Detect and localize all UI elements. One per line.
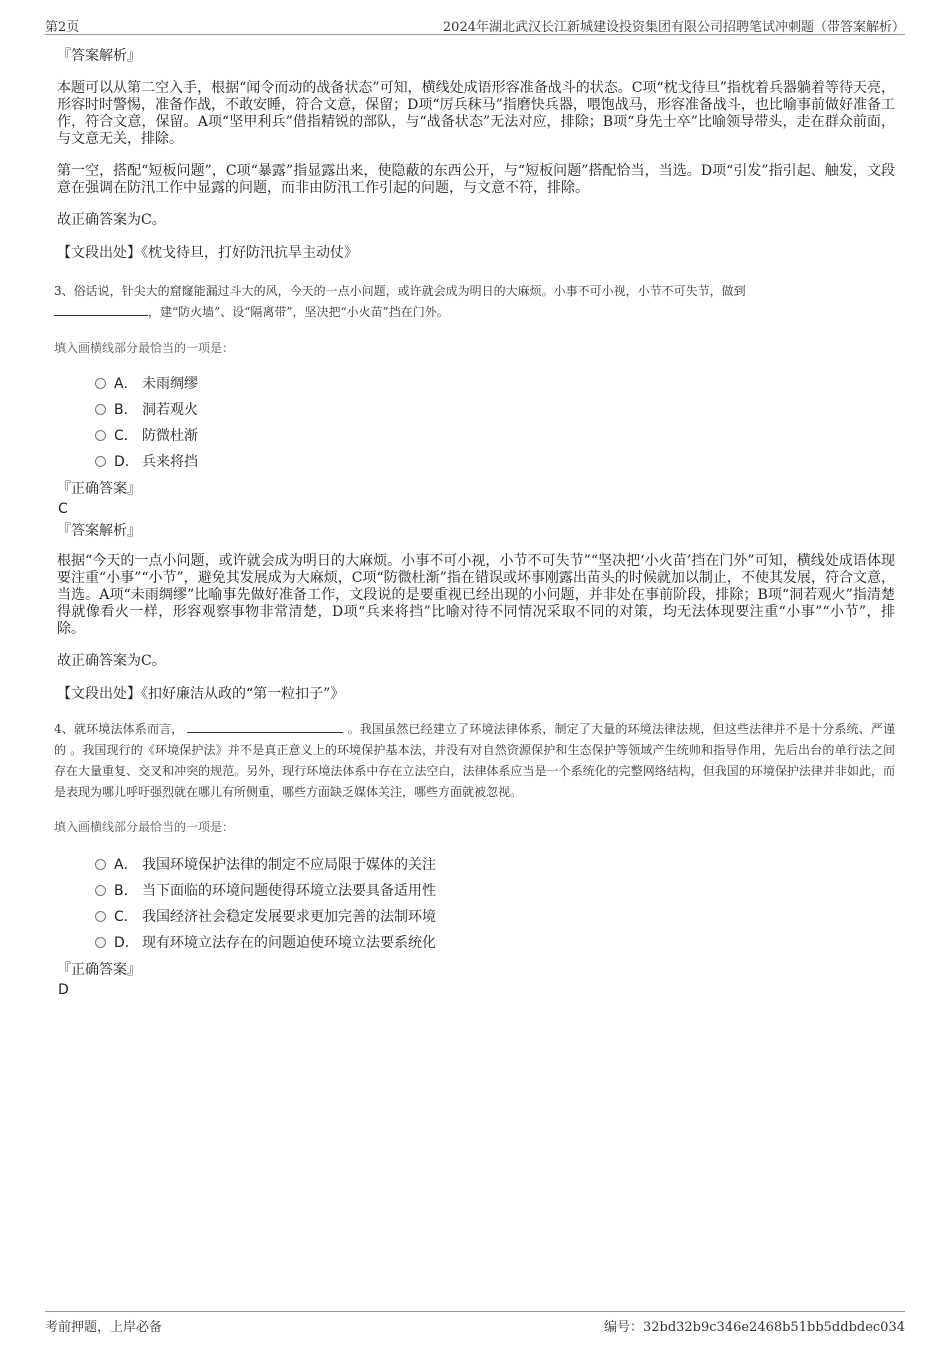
option-letter: B． — [114, 883, 138, 899]
option-text: 防微杜渐 — [142, 428, 198, 444]
analysis-paragraph: 根据“今天的一点小问题，或许就会成为明日的大麻烦。小事不可小视，小节不可失节”“坚决把‘小火苗’挡在门外”可知，横线处成语体现要注重“小事”“小节”，避免其发展成为大麻烦，C项“防微杜渐”指在错误或坏事刚露出苗头的时候就加以制止，不使其发展，符合文意，当选。A项“未雨绸缪”比喻事先做好准备工作，文段说的是要重视已经出现的小问题，并非处在事前阶段，排除；B项“洞若观火”指清楚得就像看火一样，形容观察事物非常清楚，D项“兵来将挡”比喻对待不同情况采取不同的对策，均无法体现要注重“小事”“小节”，排除。 — [57, 553, 895, 637]
question-4-options — [95, 852, 895, 956]
page-header — [45, 14, 905, 35]
radio-icon[interactable] — [95, 430, 106, 441]
question-4-text-part: 。我国虽然已经建立了环境法律体系，制定了大量的环境法律法规，但这些法律并不是十分系统、严谨 的 。我国现行的《环境保护法》并不是真正意义上的环境保护基本法，并没有对自然资源保护和生态保护等领域产生统帅和指导作用，先后出台的单行法之间存在大量重复、交叉和冲突的规范。另外，现行环境法体系中存在立法空白，法律体系应当是一个系统化的完整网络结构，但我国的环境保护法律并非如此，而是表现为哪儿呼吁强烈就在哪儿有所侧重，哪些方面缺乏媒体关注，哪些方面就被忽视。 — [54, 722, 895, 799]
question-4-text — [54, 719, 895, 803]
source-citation: 【文段出处】《枕戈待旦，打好防汛抗旱主动仗》 — [57, 245, 358, 261]
page-footer — [45, 1311, 905, 1334]
option-text: 现有环境立法存在的问题迫使环境立法要系统化 — [142, 935, 436, 951]
analysis-label: 『答案解析』 — [57, 523, 141, 539]
option-text: 洞若观火 — [142, 402, 198, 418]
option-text: 未雨绸缪 — [142, 376, 198, 392]
main-content — [54, 46, 895, 1002]
radio-icon[interactable] — [95, 859, 106, 870]
option-letter: C． — [114, 428, 138, 444]
radio-icon[interactable] — [95, 378, 106, 389]
radio-icon[interactable] — [95, 911, 106, 922]
option-b[interactable] — [95, 878, 895, 904]
question-3-text-part: ，建“防火墙”、设“隔离带”，坚决把“小火苗”挡在门外。 — [148, 305, 449, 319]
radio-icon[interactable] — [95, 404, 106, 415]
option-letter: D． — [114, 454, 139, 470]
option-c[interactable] — [95, 423, 895, 449]
source-citation: 【文段出处】《扣好廉洁从政的“第一粒扣子”》 — [57, 686, 345, 702]
document-serial: 编号：32bd32b9c346e2468b51bb5ddbdec034 — [603, 1320, 905, 1335]
radio-icon[interactable] — [95, 885, 106, 896]
option-letter: A． — [114, 857, 138, 873]
option-letter: A． — [114, 376, 138, 392]
option-letter: D． — [114, 935, 139, 951]
option-a[interactable] — [95, 371, 895, 397]
option-text: 我国环境保护法律的制定不应局限于媒体的关注 — [142, 857, 436, 873]
correct-answer: D — [58, 982, 69, 998]
option-b[interactable] — [95, 397, 895, 423]
radio-icon[interactable] — [95, 937, 106, 948]
correct-answer: C — [58, 501, 68, 517]
question-4-blank — [187, 720, 343, 733]
page-number: 第2页 — [45, 20, 80, 35]
option-text: 当下面临的环境问题使得环境立法要具备适用性 — [142, 883, 436, 899]
option-text: 我国经济社会稳定发展要求更加完善的法制环境 — [142, 909, 436, 925]
analysis-paragraph: 本题可以从第二空入手，根据“闻令而动的战备状态”可知，横线处成语形容准备战斗的状态。C项“枕戈待旦”指枕着兵器躺着等待天亮，形容时时警惕，准备作战，不敢安睡，符合文意，保留；D项“厉兵秣马”指磨快兵器，喂饱战马，形容准备战斗，也比喻事前做好准备工作，符合文意，保留。A项“坚甲利兵”借指精锐的部队，与“战备状态”无法对应，排除；B项“身先士卒”比喻领导带头，走在群众前面，与文意无关，排除。 — [57, 80, 895, 147]
option-c[interactable] — [95, 904, 895, 930]
question-4-text-part: 4、就环境法体系而言， — [54, 722, 184, 736]
question-3-prompt: 填入画横线部分最恰当的一项是： — [54, 341, 235, 355]
conclusion-text: 故正确答案为C。 — [57, 653, 166, 669]
analysis-paragraph: 第一空，搭配“短板问题”，C项“暴露”指显露出来，使隐蔽的东西公开，与“短板问题”搭配恰当，当选。D项“引发”指引起、触发，文段意在强调在防汛工作中显露的问题，而非由防汛工作引起的问题，与文意不符，排除。 — [57, 163, 895, 196]
correct-answer-label: 『正确答案』 — [57, 481, 141, 497]
question-3-options — [95, 371, 895, 475]
option-a[interactable] — [95, 852, 895, 878]
correct-answer-label: 『正确答案』 — [57, 962, 141, 978]
question-3-text-part: 3、俗话说，针尖大的窟窿能漏过斗大的风，今天的一点小问题，或许就会成为明日的大麻烦。小事不可小视，小节不可失节，做到 — [54, 284, 746, 298]
option-d[interactable] — [95, 930, 895, 956]
option-letter: C． — [114, 909, 138, 925]
analysis-label: 『答案解析』 — [57, 48, 141, 64]
footer-slogan: 考前押题，上岸必备 — [45, 1320, 163, 1335]
option-letter: B． — [114, 402, 138, 418]
question-3-text — [54, 281, 895, 323]
option-d[interactable] — [95, 449, 895, 475]
document-title: 2024年湖北武汉长江新城建设投资集团有限公司招聘笔试冲刺题（带答案解析） — [442, 20, 905, 35]
radio-icon[interactable] — [95, 456, 106, 467]
question-3-blank — [54, 303, 148, 316]
question-4-prompt: 填入画横线部分最恰当的一项是： — [54, 820, 235, 834]
conclusion-text: 故正确答案为C。 — [57, 212, 166, 228]
option-text: 兵来将挡 — [142, 454, 198, 470]
